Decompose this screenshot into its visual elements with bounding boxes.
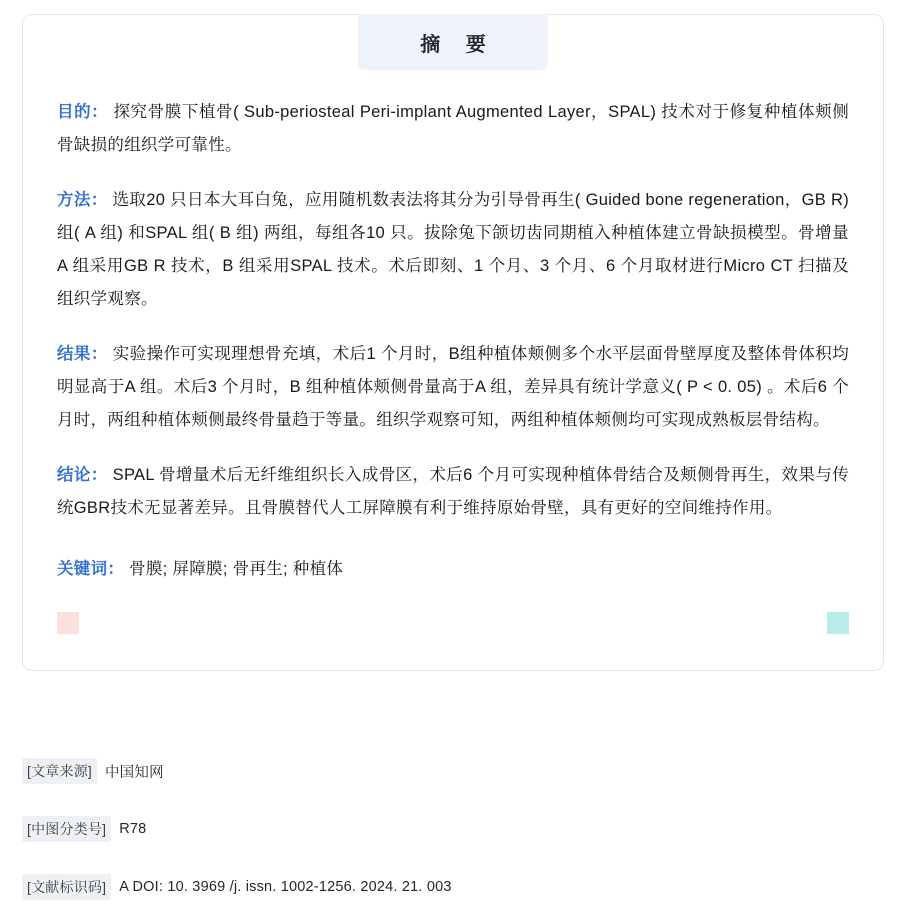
abstract-section-results [57, 338, 849, 437]
abstract-body [23, 70, 883, 586]
meta-tag-source: [文章来源] [22, 758, 97, 784]
meta-row-classification [22, 800, 884, 858]
abstract-card [22, 14, 884, 671]
abstract-title-bar [23, 14, 883, 70]
teal-marker-icon [827, 612, 849, 634]
section-text-conclusion: SPAL 骨增量术后无纤维组织长入成骨区，术后6 个月可实现种植体骨结合及颊侧骨再生，效果与传统GBR技术无显著差异。且骨膜替代人工屏障膜有利于维持原始骨壁，具有更好的空间维持作用。 [57, 466, 850, 517]
pink-marker-icon [57, 612, 79, 634]
meta-value-doi: A DOI: 10. 3969 /j. issn. 1002‑1256. 2024. 21. 003 [119, 879, 452, 895]
abstract-section-keywords [57, 553, 849, 586]
section-label-keywords: 关键词： [57, 560, 125, 578]
abstract-section-purpose [57, 96, 849, 162]
section-label-results: 结果： [57, 345, 108, 363]
document-metadata [22, 742, 884, 916]
section-label-conclusion: 结论： [57, 466, 108, 484]
section-text-results: 实验操作可实现理想骨充填，术后1 个月时，B组种植体颊侧多个水平层面骨壁厚度及整体骨体积均明显高于A 组。术后3 个月时，B 组种植体颊侧骨量高于A 组，差异具有统计学意义( P < 0. 05) 。术后6 个月时，两组种植体颊侧最终骨量趋于等量。组织学观察可知，两组种植体颊侧均可实现成熟板层骨结构。 [57, 345, 849, 429]
abstract-section-methods [57, 184, 849, 316]
meta-tag-doi: [文献标识码] [22, 874, 111, 900]
section-label-methods: 方法： [57, 191, 108, 209]
meta-tag-classification: [中图分类号] [22, 816, 111, 842]
section-label-purpose: 目的： [57, 103, 109, 121]
color-marks [57, 612, 849, 642]
meta-row-doi [22, 858, 884, 916]
meta-value-source: 中国知网 [104, 764, 164, 781]
section-text-methods: 选取20 只日本大耳白兔，应用随机数表法将其分为引导骨再生( Guided bone regeneration，GB R) 组( A 组) 和SPAL 组( B 组) 两组，每组各10 只。拔除兔下颌切齿同期植入种植体建立骨缺损模型。骨增量A 组采用GB R 技术，B 组采用SPAL 技术。术后即刻、1 个月、3 个月、6 个月取材进行Micro CT 扫描及组织学观察。 [57, 191, 849, 308]
section-text-purpose: 探究骨膜下植骨( Sub‑periosteal Peri‑implant Augmented Layer，SPAL) 技术对于修复种植体颊侧骨缺损的组织学可靠性。 [57, 103, 849, 154]
meta-value-classification: R78 [119, 821, 147, 837]
abstract-section-conclusion [57, 459, 849, 525]
section-text-keywords: 骨膜; 屏障膜; 骨再生; 种植体 [124, 560, 344, 578]
abstract-title: 摘 要 [358, 14, 548, 70]
meta-row-source [22, 742, 884, 800]
